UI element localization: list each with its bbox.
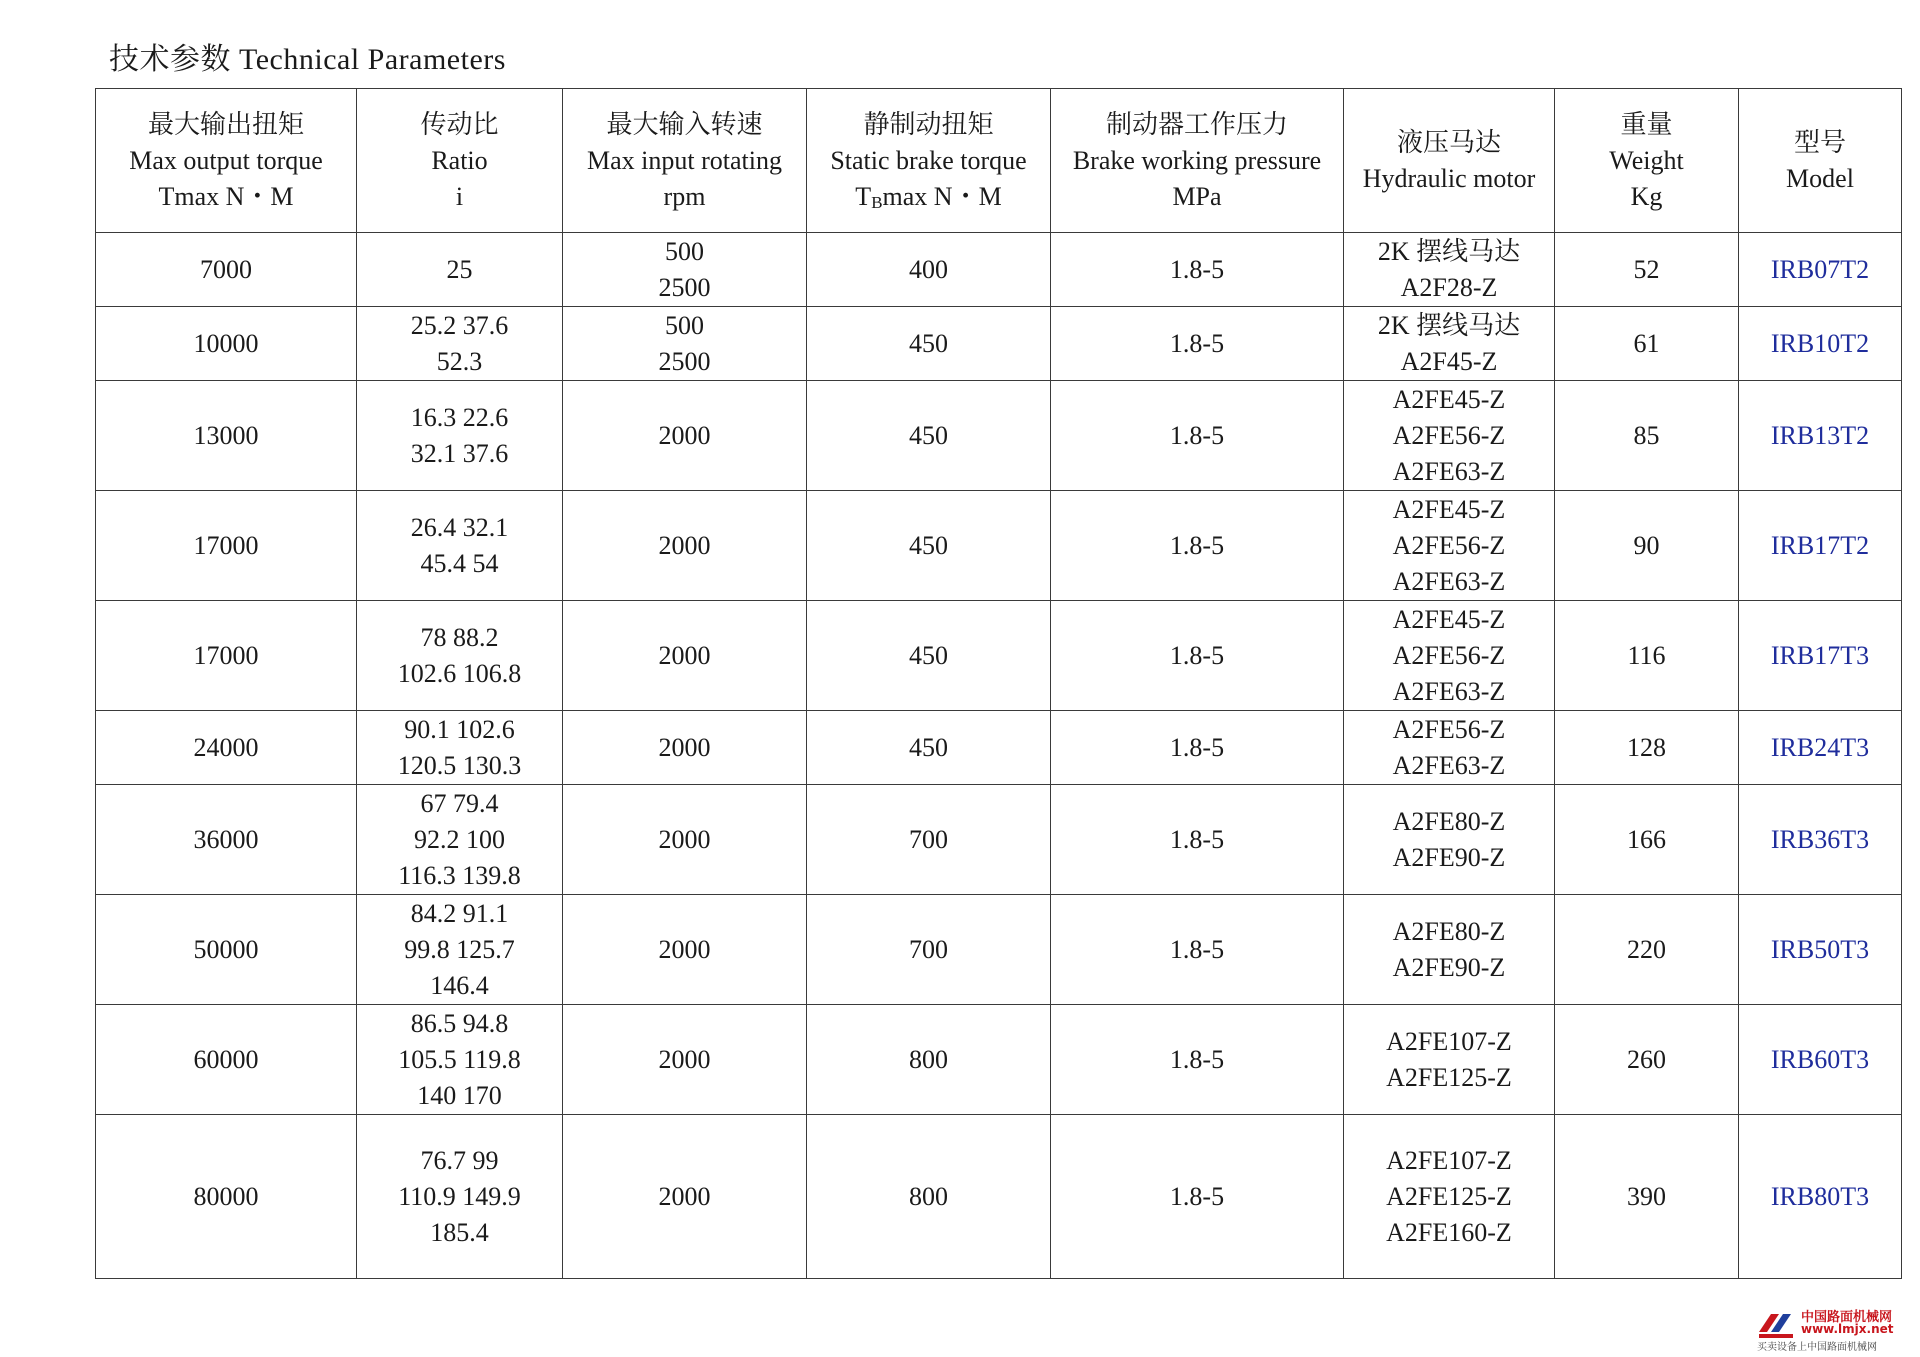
ratio-cell-line: 105.5 119.8 [398, 1044, 521, 1074]
speed-cell-line: 2000 [658, 1181, 711, 1211]
motor-cell [1344, 785, 1555, 895]
brake-torque-cell: 800 [807, 1005, 1051, 1115]
brake-torque-cell: 800 [807, 1115, 1051, 1279]
motor-cell-line: A2FE63-Z [1392, 676, 1506, 706]
weight-cell: 52 [1555, 233, 1739, 307]
header-label: rpm [663, 181, 706, 211]
motor-cell-line: A2F45-Z [1400, 346, 1498, 376]
motor-cell-line: A2FE56-Z [1392, 530, 1506, 560]
table-row [96, 1005, 1902, 1115]
ratio-cell-line: 116.3 139.8 [398, 860, 521, 890]
motor-cell [1344, 711, 1555, 785]
motor-cell-line: A2FE125-Z [1386, 1181, 1512, 1211]
speed-cell-line: 2000 [658, 824, 711, 854]
table-row [96, 381, 1902, 491]
header-label-subscript: B [871, 192, 883, 212]
header-label: Max input rotating [587, 145, 782, 175]
header-label-suffix: max N・M [882, 181, 1002, 211]
model-cell: IRB13T2 [1739, 381, 1902, 491]
watermark-tagline: 买卖设备上中国路面机械网 [1757, 1342, 1877, 1353]
torque-cell: 24000 [96, 711, 357, 785]
ratio-cell-line: 76.7 99 [420, 1145, 499, 1175]
brake-torque-cell: 450 [807, 601, 1051, 711]
ratio-cell [357, 307, 563, 381]
ratio-cell-line: 102.6 106.8 [397, 658, 522, 688]
motor-cell [1344, 381, 1555, 491]
header-cell [1344, 89, 1555, 233]
ratio-cell [357, 711, 563, 785]
weight-cell: 61 [1555, 307, 1739, 381]
ratio-cell-line: 110.9 149.9 [398, 1181, 521, 1211]
watermark-logo [1757, 1306, 1917, 1352]
ratio-cell-line: 32.1 37.6 [410, 438, 509, 468]
brake-torque-cell: 400 [807, 233, 1051, 307]
header-label: 重量 [1620, 109, 1673, 139]
ratio-cell-line: 86.5 94.8 [410, 1008, 509, 1038]
pressure-cell: 1.8-5 [1051, 307, 1344, 381]
speed-cell [563, 381, 807, 491]
motor-cell [1344, 233, 1555, 307]
weight-cell: 85 [1555, 381, 1739, 491]
pressure-cell: 1.8-5 [1051, 785, 1344, 895]
header-label: 制动器工作压力 [1105, 109, 1288, 139]
motor-cell-line: A2FE90-Z [1392, 952, 1506, 982]
motor-cell-line: A2FE63-Z [1392, 566, 1506, 596]
speed-cell [563, 785, 807, 895]
speed-cell-line: 500 [665, 236, 704, 266]
header-cell [1051, 89, 1344, 233]
pressure-cell: 1.8-5 [1051, 491, 1344, 601]
table-row [96, 307, 1902, 381]
brake-torque-cell: 450 [807, 711, 1051, 785]
model-cell: IRB50T3 [1739, 895, 1902, 1005]
page-title: 技术参数 Technical Parameters [109, 43, 506, 76]
table-row [96, 1115, 1902, 1279]
motor-cell-line: A2FE45-Z [1392, 604, 1506, 634]
pressure-cell: 1.8-5 [1051, 381, 1344, 491]
header-cell [96, 89, 357, 233]
header-label: Brake working pressure [1072, 145, 1322, 175]
motor-cell-line: A2FE80-Z [1392, 916, 1506, 946]
speed-cell [563, 601, 807, 711]
table-row [96, 491, 1902, 601]
model-cell: IRB07T2 [1739, 233, 1902, 307]
motor-cell-line: A2FE160-Z [1386, 1217, 1512, 1247]
table-row [96, 233, 1902, 307]
ratio-cell-line: 25 [446, 254, 473, 284]
motor-cell-line: A2FE63-Z [1392, 750, 1506, 780]
ratio-cell-line: 45.4 54 [420, 548, 499, 578]
speed-cell-line: 2000 [658, 640, 711, 670]
motor-cell [1344, 491, 1555, 601]
ratio-cell [357, 233, 563, 307]
motor-cell-line: A2FE125-Z [1386, 1062, 1512, 1092]
table-row [96, 711, 1902, 785]
ratio-cell [357, 1115, 563, 1279]
watermark-name: 中国路面机械网 [1801, 1310, 1893, 1325]
speed-cell [563, 307, 807, 381]
ratio-cell-line: 26.4 32.1 [410, 512, 509, 542]
table-row [96, 785, 1902, 895]
ratio-cell-line: 16.3 22.6 [410, 402, 509, 432]
speed-cell-line: 2500 [658, 346, 711, 376]
weight-cell: 90 [1555, 491, 1739, 601]
header-label: 最大输入转速 [606, 109, 763, 139]
header-label: Static brake torque [830, 145, 1027, 175]
model-cell: IRB80T3 [1739, 1115, 1902, 1279]
header-label: MPa [1172, 181, 1222, 211]
model-cell: IRB17T2 [1739, 491, 1902, 601]
ratio-cell [357, 381, 563, 491]
header-label: 静制动扭矩 [863, 109, 994, 139]
watermark-url: www.lmjx.net [1801, 1322, 1894, 1336]
ratio-cell [357, 785, 563, 895]
motor-cell [1344, 307, 1555, 381]
header-cell [357, 89, 563, 233]
ratio-cell-line: 52.3 [436, 346, 483, 376]
pressure-cell: 1.8-5 [1051, 1005, 1344, 1115]
ratio-cell-line: 90.1 102.6 [404, 714, 515, 744]
speed-cell-line: 500 [665, 310, 704, 340]
header-label: 传动比 [420, 109, 499, 139]
motor-cell [1344, 1005, 1555, 1115]
motor-cell-line: A2FE90-Z [1392, 842, 1506, 872]
table-body [96, 233, 1902, 1279]
brake-torque-cell: 450 [807, 491, 1051, 601]
header-cell [1555, 89, 1739, 233]
speed-cell [563, 1115, 807, 1279]
motor-cell-line: 2K 摆线马达 [1377, 236, 1521, 266]
weight-cell: 260 [1555, 1005, 1739, 1115]
speed-cell [563, 895, 807, 1005]
weight-cell: 390 [1555, 1115, 1739, 1279]
header-label: Kg [1630, 181, 1663, 211]
speed-cell-line: 2000 [658, 1044, 711, 1074]
torque-cell: 13000 [96, 381, 357, 491]
header-cell [1739, 89, 1902, 233]
header-cell [563, 89, 807, 233]
motor-cell-line: A2FE45-Z [1392, 384, 1506, 414]
motor-cell-line: A2FE56-Z [1392, 420, 1506, 450]
weight-cell: 128 [1555, 711, 1739, 785]
speed-cell [563, 491, 807, 601]
ratio-cell [357, 1005, 563, 1115]
torque-cell: 36000 [96, 785, 357, 895]
brake-torque-cell: 700 [807, 895, 1051, 1005]
header-label: Tmax N・M [158, 181, 294, 211]
motor-cell-line: A2FE56-Z [1392, 714, 1506, 744]
speed-cell-line: 2500 [658, 272, 711, 302]
model-cell: IRB24T3 [1739, 711, 1902, 785]
header-label: Hydraulic motor [1362, 163, 1536, 193]
model-cell: IRB10T2 [1739, 307, 1902, 381]
pressure-cell: 1.8-5 [1051, 895, 1344, 1005]
header-label: Model [1786, 163, 1854, 193]
torque-cell: 10000 [96, 307, 357, 381]
speed-cell-line: 2000 [658, 732, 711, 762]
brake-torque-cell: 450 [807, 381, 1051, 491]
header-label: 液压马达 [1396, 127, 1501, 157]
motor-cell-line: A2FE63-Z [1392, 456, 1506, 486]
pressure-cell: 1.8-5 [1051, 601, 1344, 711]
torque-cell: 80000 [96, 1115, 357, 1279]
motor-cell-line: A2FE80-Z [1392, 806, 1506, 836]
lmjx-logo-icon [1757, 1308, 1797, 1342]
ratio-cell-line: 185.4 [430, 1217, 489, 1247]
motor-cell [1344, 895, 1555, 1005]
ratio-cell [357, 895, 563, 1005]
model-cell: IRB17T3 [1739, 601, 1902, 711]
technical-parameters-table [95, 88, 1902, 1279]
ratio-cell-line: 25.2 37.6 [410, 310, 509, 340]
ratio-cell-line: 120.5 130.3 [397, 750, 522, 780]
brake-torque-cell: 700 [807, 785, 1051, 895]
table-row [96, 601, 1902, 711]
weight-cell: 166 [1555, 785, 1739, 895]
motor-cell-line: A2FE56-Z [1392, 640, 1506, 670]
motor-cell-line: 2K 摆线马达 [1377, 310, 1521, 340]
weight-cell: 220 [1555, 895, 1739, 1005]
ratio-cell-line: 78 88.2 [420, 622, 499, 652]
table-row [96, 895, 1902, 1005]
ratio-cell-line: 67 79.4 [420, 788, 499, 818]
ratio-cell-line: 92.2 100 [414, 824, 505, 854]
pressure-cell: 1.8-5 [1051, 233, 1344, 307]
motor-cell-line: A2FE107-Z [1386, 1145, 1512, 1175]
motor-cell [1344, 1115, 1555, 1279]
header-row [96, 89, 1902, 233]
header-label: Max output torque [129, 145, 323, 175]
torque-cell: 50000 [96, 895, 357, 1005]
motor-cell [1344, 601, 1555, 711]
pressure-cell: 1.8-5 [1051, 1115, 1344, 1279]
speed-cell [563, 233, 807, 307]
torque-cell: 60000 [96, 1005, 357, 1115]
ratio-cell [357, 491, 563, 601]
header-cell [807, 89, 1051, 233]
ratio-cell [357, 601, 563, 711]
motor-cell-line: A2FE107-Z [1386, 1026, 1512, 1056]
torque-cell: 17000 [96, 491, 357, 601]
ratio-cell-line: 140 170 [417, 1080, 502, 1110]
motor-cell-line: A2FE45-Z [1392, 494, 1506, 524]
header-label [807, 179, 1050, 215]
speed-cell-line: 2000 [658, 530, 711, 560]
ratio-cell-line: 99.8 125.7 [404, 934, 515, 964]
header-label: Ratio [431, 145, 488, 175]
torque-cell: 17000 [96, 601, 357, 711]
motor-cell-line: A2F28-Z [1400, 272, 1498, 302]
speed-cell-line: 2000 [658, 934, 711, 964]
ratio-cell-line: 146.4 [430, 970, 489, 1000]
model-cell: IRB36T3 [1739, 785, 1902, 895]
header-label: Weight [1609, 145, 1684, 175]
speed-cell [563, 711, 807, 785]
header-label: 型号 [1793, 127, 1846, 157]
weight-cell: 116 [1555, 601, 1739, 711]
speed-cell [563, 1005, 807, 1115]
pressure-cell: 1.8-5 [1051, 711, 1344, 785]
brake-torque-cell: 450 [807, 307, 1051, 381]
header-label-prefix: T [855, 181, 872, 211]
torque-cell: 7000 [96, 233, 357, 307]
header-label: i [455, 181, 464, 211]
header-label: 最大输出扭矩 [147, 109, 304, 139]
speed-cell-line: 2000 [658, 420, 711, 450]
model-cell: IRB60T3 [1739, 1005, 1902, 1115]
ratio-cell-line: 84.2 91.1 [410, 898, 509, 928]
